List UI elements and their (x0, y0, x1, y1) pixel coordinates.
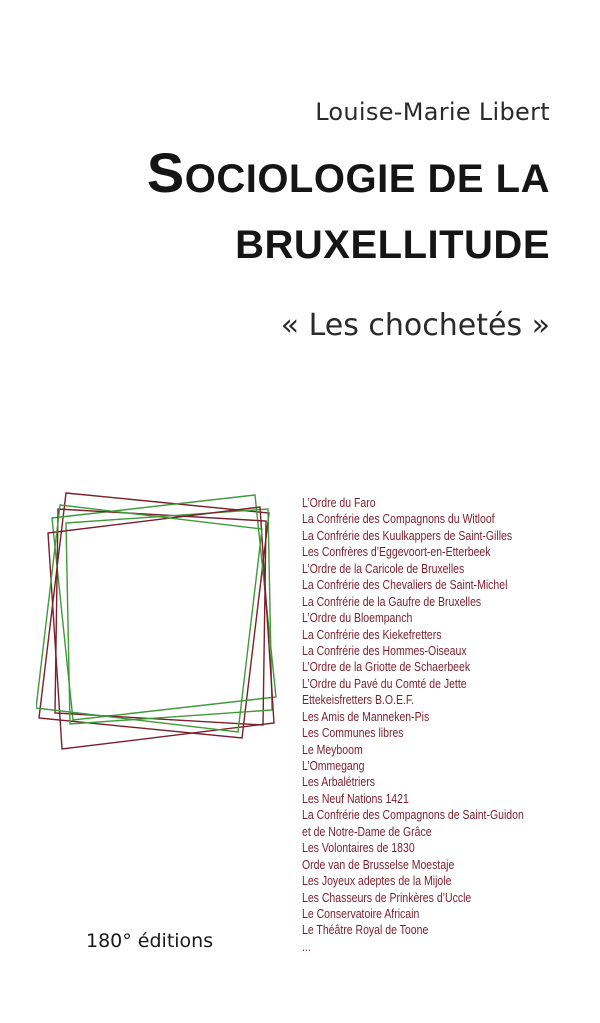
list-item: La Confrérie des Compagnons du Witloof (302, 512, 495, 527)
publisher-name: 180° éditions (86, 930, 214, 952)
list-item: L’Ordre du Bloempanch (302, 611, 413, 626)
list-item: Le Conservatoire Africain (302, 906, 420, 921)
author-name: Louise-Marie Libert (315, 98, 550, 126)
list-item: L’Ordre de la Griotte de Schaerbeek (302, 660, 471, 675)
list-item: La Confrérie des Compagnons de Saint-Guidon (302, 808, 524, 823)
list-item: La Confrérie des Chevaliers de Saint-Michel (302, 578, 508, 593)
list-item: Les Volontaires de 1830 (302, 841, 415, 856)
list-item: La Confrérie de la Gaufre de Bruxelles (302, 594, 482, 609)
book-subtitle: « Les chochetés » (280, 308, 550, 343)
title-initial: S (146, 141, 185, 204)
list-item: L’Ordre du Faro (302, 496, 376, 510)
list-item: Ettekeisfretters B.O.E.F. (302, 693, 415, 708)
list-item: Les Confrères d’Eggevoort-en-Etterbeek (302, 545, 491, 560)
book-title (50, 140, 550, 278)
list-item: Orde van de Brusselse Moestaje (302, 857, 455, 872)
red-square-2 (55, 509, 266, 725)
list-item: L’Ordre de la Caricole de Bruxelles (302, 561, 465, 576)
list-item: La Confrérie des Kuulkappers de Saint-Gilles (302, 528, 513, 543)
list-item: ... (302, 939, 311, 954)
title-line-1 (50, 140, 550, 212)
list-item: Le Meyboom (302, 742, 363, 757)
list-item: L’Ommegang (302, 759, 365, 773)
title-line-2: BRUXELLITUDE (235, 223, 550, 267)
list-item: Les Chasseurs de Prinkères d’Uccle (302, 890, 472, 905)
green-square-2 (66, 509, 272, 724)
list-item: Les Communes libres (302, 726, 404, 741)
confreries-list (302, 495, 592, 955)
list-item: Le Théâtre Royal de Toone (302, 923, 429, 938)
list-item: Les Amis de Manneken-Pis (302, 709, 430, 724)
list-item: Les Arbalétriers (302, 775, 375, 790)
list-item: Les Joyeux adeptes de la Mijole (302, 874, 452, 889)
overlapping-squares-graphic (36, 485, 286, 755)
list-item: Les Neuf Nations 1421 (302, 791, 409, 806)
list-item: La Confrérie des Kiekefretters (302, 627, 442, 642)
list-item: et de Notre-Dame de Grâce (302, 824, 432, 839)
title-line-1-rest: OCIOLOGIE DE LA (184, 157, 550, 201)
list-item: L’Ordre du Pavé du Comté de Jette (302, 676, 467, 691)
list-item: La Confrérie des Hommes-Oiseaux (302, 643, 467, 658)
